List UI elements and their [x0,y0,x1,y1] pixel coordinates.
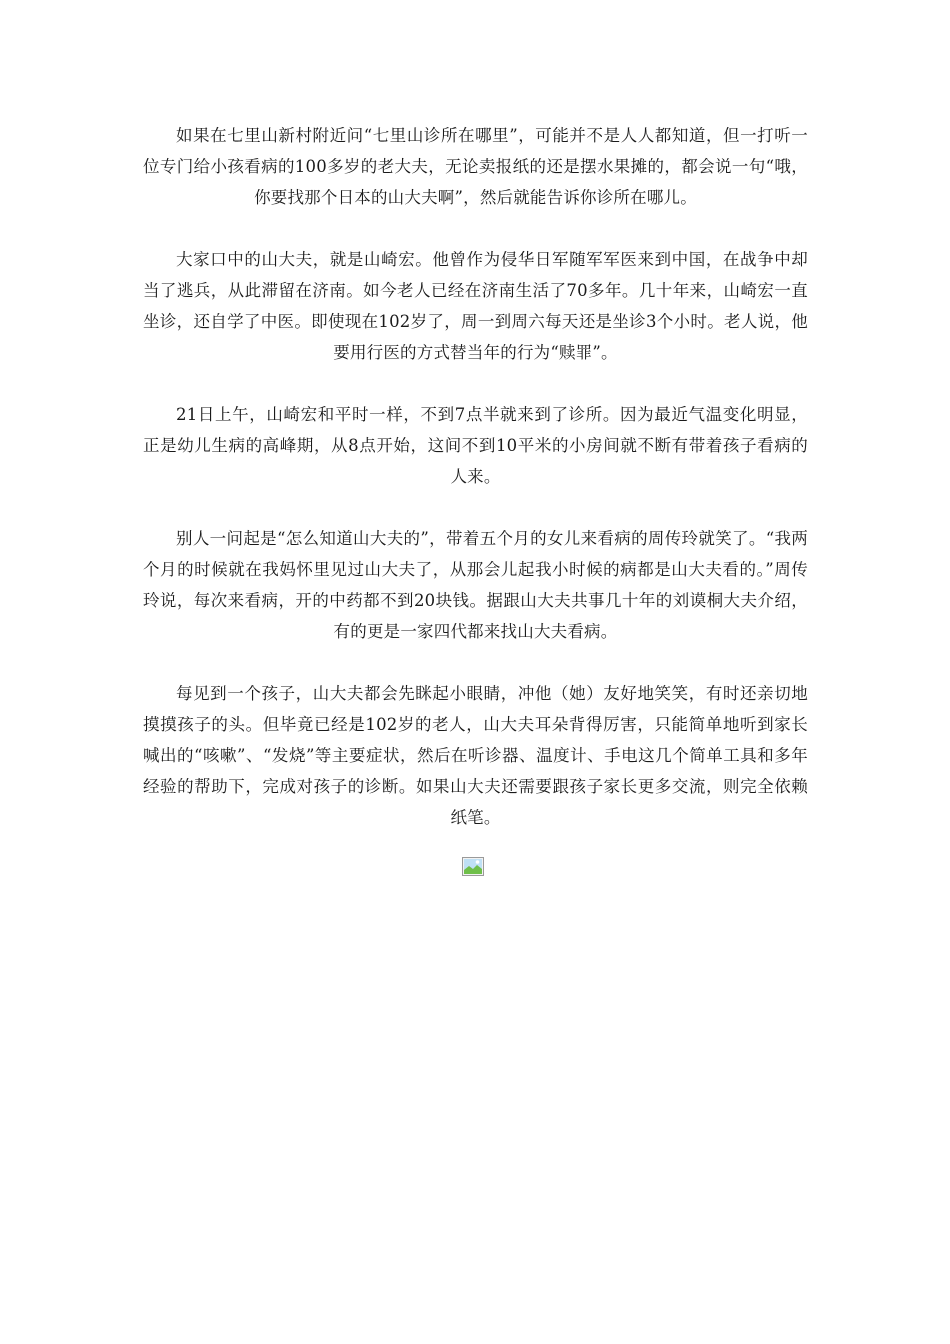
broken-image-icon [462,857,484,876]
paragraph-2: 大家口中的山大夫，就是山崎宏。他曾作为侵华日军随军军医来到中国，在战争中却当了逃兵，从此滞留在济南。如今老人已经在济南生活了70多年。几十年来，山崎宏一直坐诊，还自学了中医。即使现在102岁了，周一到周六每天还是坐诊3个小时。老人说，他要用行医的方式替当年的行为“赎罪”。 [143,250,808,362]
paragraph-4: 别人一问起是“怎么知道山大夫的”，带着五个月的女儿来看病的周传玲就笑了。“我两个月的时候就在我妈怀里见过山大夫了，从那会儿起我小时候的病都是山大夫看的。”周传玲说，每次来看病，开的中药都不到20块钱。据跟山大夫共事几十年的刘谟桐大夫介绍，有的更是一家四代都来找山大夫看病。 [143,529,808,641]
article-body [143,120,808,864]
paragraph-1: 如果在七里山新村附近问“七里山诊所在哪里”，可能并不是人人都知道，但一打听一位专门给小孩看病的100多岁的老大夫，无论卖报纸的还是摆水果摊的，都会说一句“哦，你要找那个日本的山大夫啊”，然后就能告诉你诊所在哪儿。 [143,126,808,207]
paragraph-3: 21日上午，山崎宏和平时一样，不到7点半就来到了诊所。因为最近气温变化明显，正是幼儿生病的高峰期，从8点开始，这间不到10平米的小房间就不断有带着孩子看病的人来。 [143,405,808,486]
paragraph-5: 每见到一个孩子，山大夫都会先眯起小眼睛，冲他（她）友好地笑笑，有时还亲切地摸摸孩子的头。但毕竟已经是102岁的老人，山大夫耳朵背得厉害，只能简单地听到家长喊出的“咳嗽”、“发烧”等主要症状，然后在听诊器、温度计、手电这几个简单工具和多年经验的帮助下，完成对孩子的诊断。如果山大夫还需要跟孩子家长更多交流，则完全依赖纸笔。 [143,684,808,827]
